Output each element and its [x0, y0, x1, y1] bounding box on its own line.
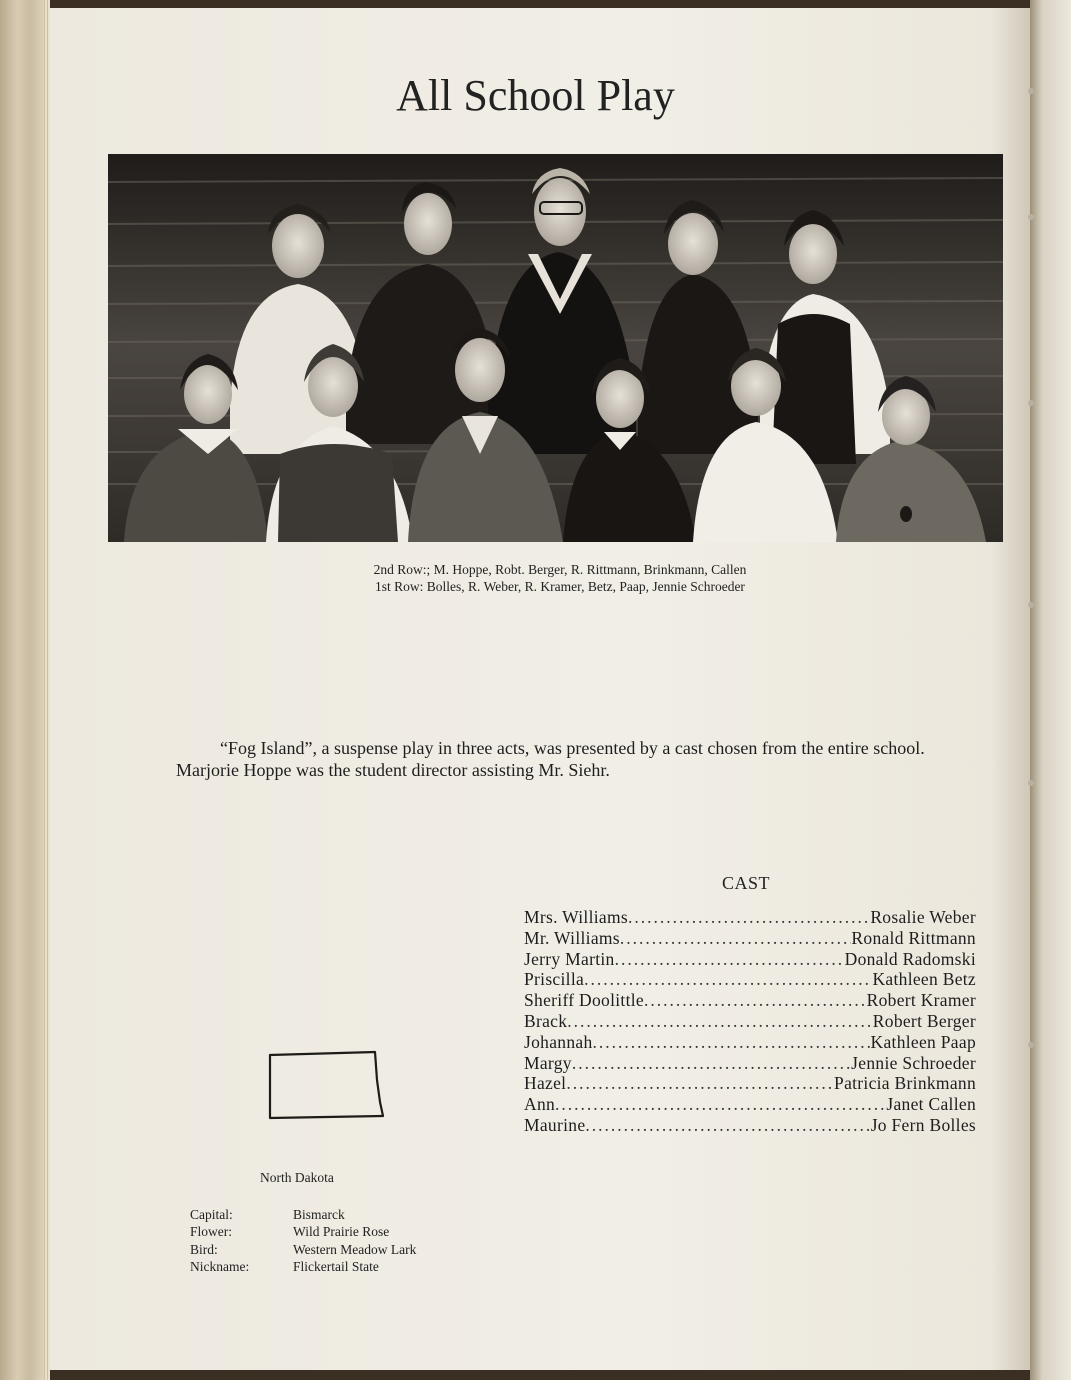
adjacent-page-edge: [1030, 0, 1071, 1380]
leader-dots: [593, 1032, 871, 1053]
cast-row: [524, 1094, 976, 1115]
cast-role: Maurine: [524, 1114, 586, 1135]
cast-row: [524, 969, 976, 990]
cast-role: Brack: [524, 1010, 568, 1031]
cast-row: [524, 1011, 976, 1032]
fact-value: Bismarck: [293, 1207, 345, 1222]
caption-first-row: 1st Row: Bolles, R. Weber, R. Kramer, Betz, Paap, Jennie Schroeder: [375, 579, 745, 594]
cast-row: [524, 990, 976, 1011]
play-description: “Fog Island”, a suspense play in three acts, was presented by a cast chosen from the entire school. Marjorie Hoppe was the student director assisting Mr. Siehr.: [176, 738, 925, 780]
cast-role: Johannah: [524, 1031, 593, 1052]
fact-value: Wild Prairie Rose: [293, 1224, 390, 1240]
cast-row: [524, 1032, 976, 1053]
cast-group-photo: [108, 154, 1003, 542]
fact-label: Capital:: [190, 1207, 233, 1222]
cast-row: [524, 1073, 976, 1094]
fact-value: Flickertail State: [293, 1258, 379, 1274]
cast-role: Priscilla: [524, 969, 585, 990]
leader-dots: [566, 1073, 834, 1094]
leader-dots: [572, 1053, 851, 1074]
cast-actor: Patricia Brinkmann: [834, 1073, 976, 1094]
caption-second-row: 2nd Row:; M. Hoppe, Robt. Berger, R. Rittmann, Brinkmann, Callen: [373, 562, 747, 577]
cast-row: [524, 928, 976, 949]
cast-actor: Jennie Schroeder: [851, 1052, 976, 1073]
binding-hole: [1028, 400, 1034, 406]
cast-actor: Jo Fern Bolles: [870, 1114, 976, 1135]
cast-role: Hazel: [524, 1073, 567, 1094]
book-left-edge: [0, 0, 50, 1380]
cast-role: Mrs. Williams: [524, 907, 628, 927]
cast-row: [524, 949, 976, 970]
cast-actor: Rosalie Weber: [870, 907, 976, 927]
leader-dots: [628, 907, 870, 928]
state-facts: [190, 1207, 416, 1276]
fact-row: [190, 1224, 416, 1241]
cast-role: Ann: [524, 1094, 556, 1115]
fact-value: Western Meadow Lark: [293, 1241, 417, 1257]
cast-role: Margy: [524, 1052, 572, 1073]
cast-row: [524, 907, 976, 928]
page-title: All School Play: [396, 71, 675, 120]
binding-hole: [1028, 1042, 1034, 1048]
leader-dots: [620, 928, 852, 949]
cast-role: Mr. Williams: [524, 927, 620, 948]
binding-hole: [1028, 780, 1034, 786]
cast-actor: Robert Berger: [872, 1010, 976, 1031]
leader-dots: [644, 990, 867, 1011]
cast-actor: Ronald Rittmann: [851, 927, 976, 948]
cast-actor: Kathleen Betz: [872, 969, 976, 990]
fact-label: Flower:: [190, 1224, 232, 1240]
leader-dots: [567, 1011, 873, 1032]
cast-actor: Donald Radomski: [844, 948, 976, 969]
binding-hole: [1028, 602, 1034, 608]
binding-hole: [1028, 214, 1034, 220]
cast-row: [524, 1053, 976, 1074]
leader-dots: [615, 949, 845, 970]
leader-dots: [555, 1094, 886, 1115]
photo-caption: [0, 561, 1071, 595]
cast-row: [524, 1115, 976, 1136]
state-name: North Dakota: [260, 1170, 334, 1185]
fact-row: [190, 1242, 416, 1259]
fact-label: Bird:: [190, 1241, 218, 1257]
cast-actor: Robert Kramer: [866, 990, 976, 1011]
cast-role: Sheriff Doolittle: [524, 990, 644, 1011]
cast-heading: CAST: [722, 873, 771, 893]
fact-row: [190, 1207, 416, 1224]
fact-row: [190, 1259, 416, 1276]
cast-list: [524, 907, 976, 1136]
cast-role: Jerry Martin: [524, 948, 615, 969]
leader-dots: [584, 969, 872, 990]
north-dakota-outline-icon: [265, 1050, 387, 1122]
cast-actor: Janet Callen: [886, 1094, 976, 1115]
cast-actor: Kathleen Paap: [870, 1031, 976, 1052]
fact-label: Nickname:: [190, 1258, 250, 1274]
leader-dots: [585, 1115, 870, 1136]
